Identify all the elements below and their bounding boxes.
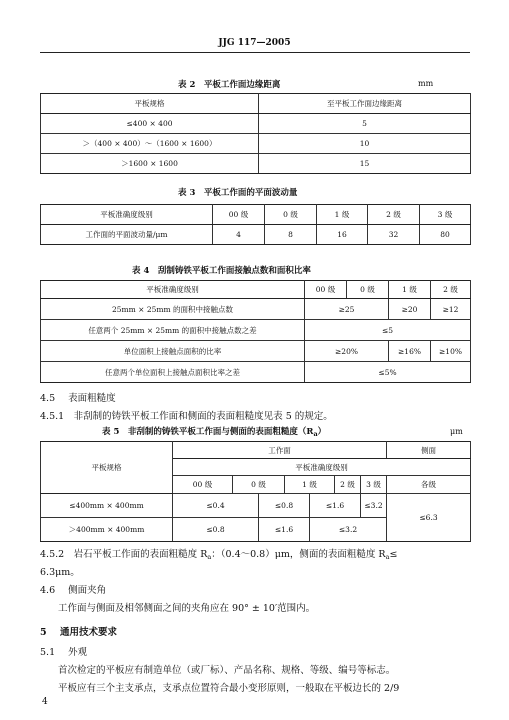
table4-row-label: 任意两个 25mm × 25mm 的面积中接触点数之差 [41,320,305,341]
section-title: 外观 [68,647,88,658]
table5-grade: 0 级 [233,476,285,494]
table4-value: ≤5% [305,362,471,383]
table-row [41,299,471,320]
table2-header-spec: 平板规格 [41,94,259,114]
table4-row-label: 25mm × 25mm 的面积中接触点数 [41,299,305,320]
table3-head-label: 平板准确度级别 [41,205,213,225]
table5-value: ≤0.8 [173,518,259,542]
paragraph-5-1-b: 平板应有三个主支承点，支承点位置符合最小变形原则，一般取在平板边长的 2/9 [58,683,400,694]
section-4-5-heading [40,390,116,404]
table-row [41,225,471,245]
table5-caption [102,425,326,438]
table5 [40,441,471,542]
table5-caption-end: ） [317,427,327,437]
page-number: 4 [42,697,48,707]
section-number: 5.1 [40,647,56,658]
table2-cell: ≤400 × 400 [41,114,259,134]
table2 [40,93,471,174]
table5-grade: 2 级 [335,476,361,494]
p452-text: ≤ [389,549,398,560]
p452-text: ：（0.4～0.8）μm，侧面的表面粗糙度 R [211,549,386,560]
table-row [41,154,471,174]
table5-grade: 3 级 [361,476,387,494]
table4-grade: 1 级 [389,281,431,299]
table5-grade: 00 级 [173,476,233,494]
section-5-heading [40,624,117,638]
section-4-6-heading [40,582,106,596]
table5-value: ≤3.2 [361,494,387,518]
table5-value: ≤1.6 [310,494,361,518]
table2-cell: ＞1600 × 1600 [41,154,259,174]
section-title: 表面粗糙度 [68,393,116,404]
table5-value: ≤0.4 [173,494,259,518]
table4-caption: 表 4 刮制铸铁平板工作面接触点数和面积比率 [132,266,311,276]
table3-value: 16 [317,225,368,245]
table3-grade: 0 级 [265,205,317,225]
table2-unit: mm [418,79,434,88]
table2-cell: 10 [259,134,471,154]
table5-work-face: 工作面 [173,442,387,459]
table-row [41,134,471,154]
table3-value: 4 [213,225,265,245]
table4-head-label: 平板准确度级别 [41,281,305,299]
p452-sub: a [207,553,212,561]
table-row [41,320,471,341]
table4-grade: 0 级 [347,281,389,299]
table5-row-label: ＞400mm × 400mm [41,518,173,542]
table-row [41,494,471,518]
table2-cell: 5 [259,114,471,134]
table4-value: ≤5 [305,320,471,341]
table5-grade-label: 平板准确度级别 [173,459,471,476]
table5-value: ≤0.8 [259,494,310,518]
table5-value: ≤1.6 [259,518,310,542]
section-number: 4.5 [40,393,56,404]
table4-value: ≥10% [431,341,471,362]
standard-header: JJG 117—2005 [218,38,291,48]
section-number: 5 [40,627,47,638]
table5-grade: 1 级 [285,476,335,494]
table4-grade: 00 级 [305,281,347,299]
table4-value: ≥25 [305,299,389,320]
table3-grade: 3 级 [420,205,471,225]
table2-cell: 15 [259,154,471,174]
table3-grade: 1 级 [317,205,368,225]
table3-grade: 2 级 [368,205,420,225]
table3-row-label: 工作面的平面波动量/μm [41,225,213,245]
table3 [40,204,471,245]
section-5-1-heading [40,644,87,658]
header-rule [40,52,470,53]
p452-sub: a [385,553,390,561]
paragraph-4-5-1: 4.5.1 非刮制的铸铁平板工作面和侧面的表面粗糙度见表 5 的规定。 [40,411,333,422]
paragraph-4-6: 工作面与侧面及相邻侧面之间的夹角应在 90° ± 10′范围内。 [58,603,316,614]
table3-value: 80 [420,225,471,245]
paragraph-5-1-a: 首次检定的平板应有制造单位（或厂标）、产品名称、规格、等级、编号等标志。 [58,665,396,676]
table5-caption-sub: a [313,430,318,438]
table2-cell: ＞（400 × 400）～（1600 × 1600） [41,134,259,154]
table2-caption: 表 2 平板工作面边缘距离 [178,80,281,90]
p452-text: 4.5.2 岩石平板工作面的表面粗糙度 R [40,549,208,560]
table4-row-label: 任意两个单位面积上接触点面积比率之差 [41,362,305,383]
section-title: 侧面夹角 [68,585,107,596]
section-number: 4.6 [40,585,56,596]
table4-value: ≥20% [305,341,389,362]
table3-value: 32 [368,225,420,245]
table-row [41,362,471,383]
table-row [41,341,471,362]
table5-value: ≤3.2 [310,518,387,542]
table3-caption: 表 3 平板工作面的平面波动量 [178,188,298,198]
table2-header-distance: 至平板工作面边缘距离 [259,94,471,114]
table4-grade: 2 级 [431,281,471,299]
table4 [40,280,471,383]
section-title: 通用技术要求 [59,627,117,638]
table5-side-face: 侧面 [387,442,471,459]
table5-spec-label: 平板规格 [41,442,173,494]
table5-caption-text: 表 5 非刮制的铸铁平板工作面与侧面的表面粗糙度（R [102,427,314,437]
table5-unit: μm [450,427,463,436]
paragraph-4-5-2-cont: 6.3μm。 [40,567,80,578]
table4-value: ≥16% [389,341,431,362]
table3-grade: 00 级 [213,205,265,225]
paragraph-4-5-2 [40,546,397,561]
table4-value: ≥12 [431,299,471,320]
table3-value: 8 [265,225,317,245]
table4-value: ≥20 [389,299,431,320]
table4-row-label: 单位面积上接触点面积的比率 [41,341,305,362]
table5-side-value: ≤6.3 [387,494,471,542]
table5-all-grades: 各级 [387,476,471,494]
table5-row-label: ≤400mm × 400mm [41,494,173,518]
table-row [41,114,471,134]
